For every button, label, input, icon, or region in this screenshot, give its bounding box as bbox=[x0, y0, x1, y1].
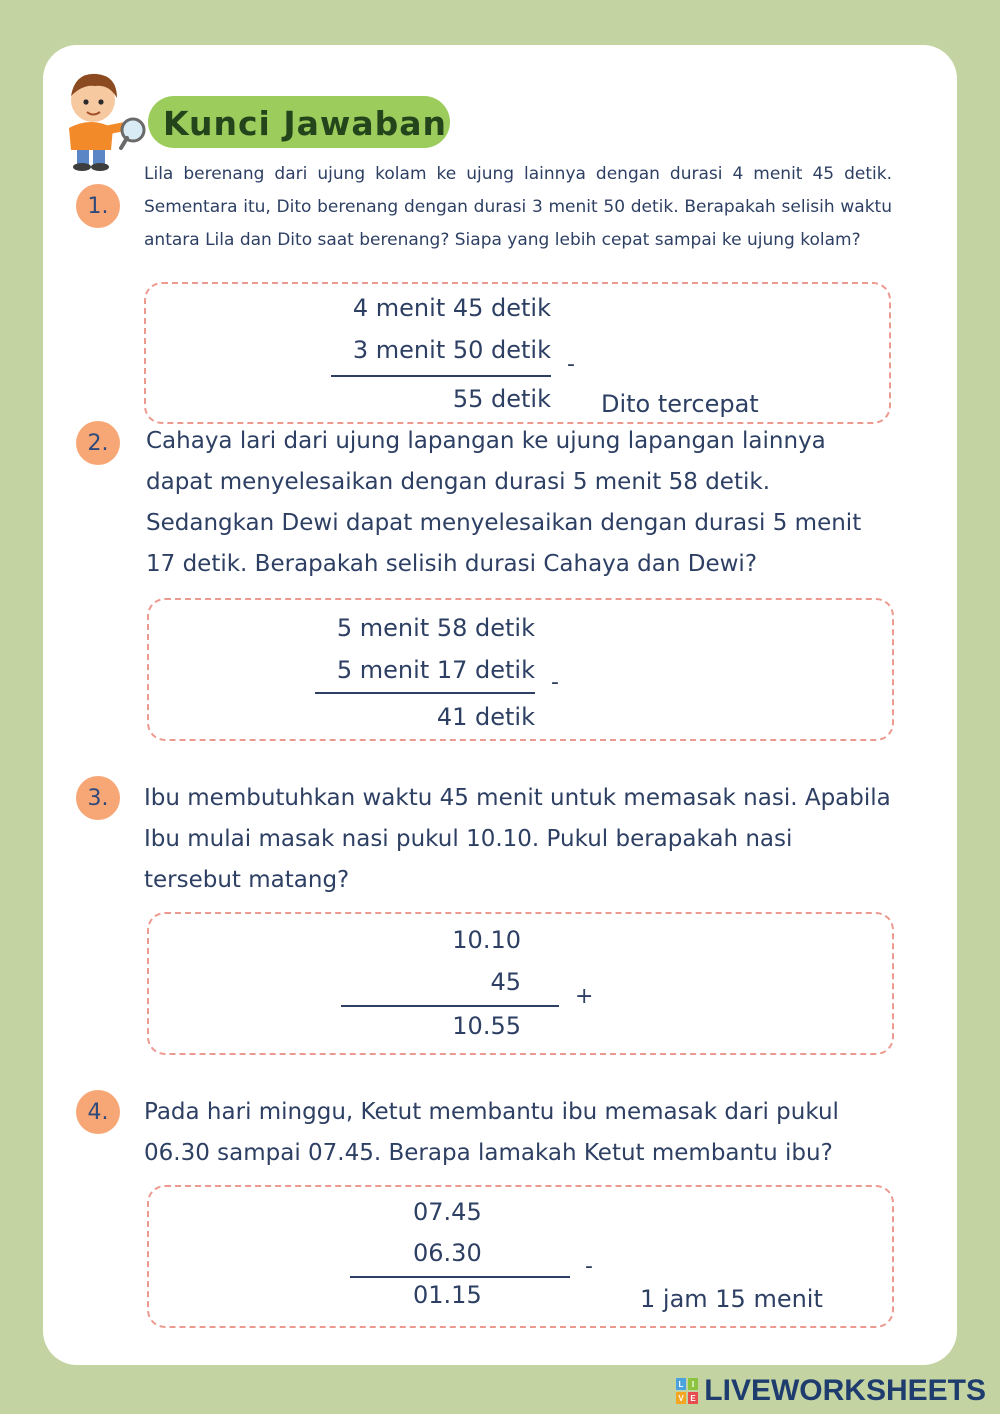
liveworksheets-mark-icon bbox=[676, 1378, 698, 1404]
question-number-2: 2. bbox=[76, 421, 120, 465]
answer-2-result: 41 detik bbox=[436, 703, 535, 731]
answer-4-line1: 07.45 bbox=[413, 1198, 482, 1226]
page-title: Kunci Jawaban bbox=[163, 104, 448, 143]
question-2-text: Cahaya lari dari ujung lapangan ke ujung lapangan lainnya dapat menyelesaikan dengan durasi 5 menit 58 detik. Sedangkan Dewi dapat menyelesaikan dengan durasi 5 menit 17 detik. Berapakah selisih durasi Cahaya dan Dewi? bbox=[146, 428, 862, 577]
answer-2-operator: - bbox=[551, 670, 559, 695]
answer-4-rule bbox=[350, 1276, 570, 1278]
question-number-4: 4. bbox=[76, 1090, 120, 1134]
liveworksheets-brand-text: LIVEWORKSHEETS bbox=[704, 1374, 986, 1407]
answer-3-result: 10.55 bbox=[452, 1012, 521, 1040]
question-3-text: Ibu membutuhkan waktu 45 menit untuk memasak nasi. Apabila Ibu mulai masak nasi pukul 10.10. Pukul berapakah nasi tersebut matang? bbox=[144, 785, 891, 893]
answer-4-result: 01.15 bbox=[413, 1281, 482, 1309]
question-1-text: Lila berenang dari ujung kolam ke ujung lainnya dengan durasi 4 menit 45 detik. Sementara itu, Dito berenang dengan durasi 3 menit 50 detik. Berapakah selisih waktu antara Lila dan Dito saat berenang? Siapa yang lebih cepat sampai ke ujung kolam? bbox=[144, 164, 892, 250]
answer-1-note: Dito tercepat bbox=[601, 390, 759, 418]
logo-letter-i: I bbox=[692, 1380, 695, 1389]
answer-3-line1: 10.10 bbox=[452, 926, 521, 954]
answer-3-rule bbox=[341, 1005, 559, 1007]
answer-4-line2: 06.30 bbox=[413, 1239, 482, 1267]
answer-4-operator: - bbox=[585, 1254, 593, 1279]
answer-3-line2: 45 bbox=[490, 968, 521, 996]
logo-letter-l: L bbox=[678, 1380, 684, 1389]
answer-3-operator: + bbox=[575, 984, 594, 1009]
logo-letter-v: V bbox=[678, 1394, 684, 1403]
boy-with-magnifier-icon bbox=[55, 66, 155, 176]
answer-2-rule bbox=[315, 692, 535, 694]
answer-1-operator: - bbox=[567, 352, 575, 377]
question-number-3: 3. bbox=[76, 776, 120, 820]
answer-4-note: 1 jam 15 menit bbox=[640, 1285, 823, 1313]
liveworksheets-logo bbox=[676, 1376, 986, 1406]
answer-2-line1: 5 menit 58 detik bbox=[336, 614, 535, 642]
answer-1-line2: 3 menit 50 detik bbox=[352, 336, 551, 364]
question-number-1: 1. bbox=[76, 184, 120, 228]
answer-1-line1: 4 menit 45 detik bbox=[352, 294, 551, 322]
answer-1-result: 55 detik bbox=[452, 385, 551, 413]
answer-1-rule bbox=[331, 375, 551, 377]
question-4-text: Pada hari minggu, Ketut membantu ibu memasak dari pukul 06.30 sampai 07.45. Berapa lamakah Ketut membantu ibu? bbox=[144, 1099, 839, 1166]
answer-2-line2: 5 menit 17 detik bbox=[336, 656, 535, 684]
logo-letter-e: E bbox=[690, 1394, 696, 1403]
